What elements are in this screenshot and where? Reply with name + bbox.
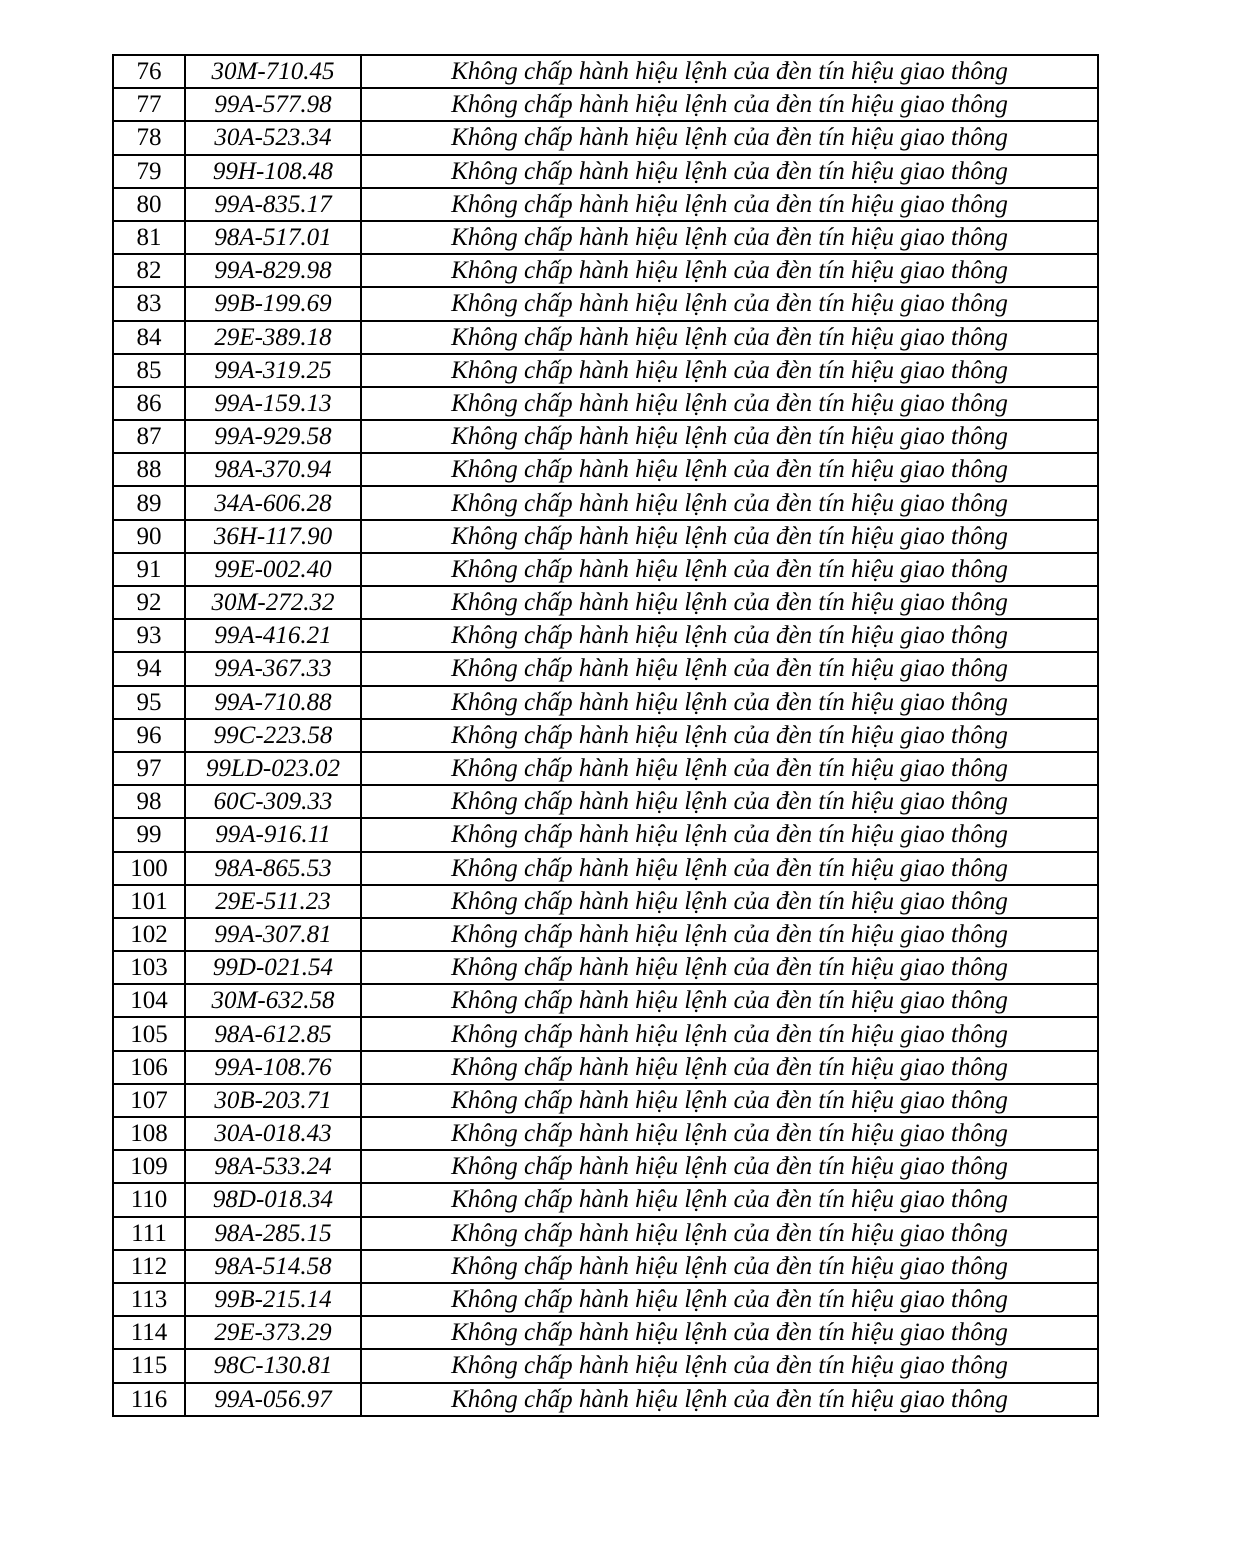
row-number-cell: 86	[113, 387, 185, 420]
table-row	[113, 221, 1098, 254]
table-row	[113, 321, 1098, 354]
violation-description-cell: Không chấp hành hiệu lệnh của đèn tín hiệu giao thông	[361, 785, 1098, 818]
row-number-cell: 112	[113, 1250, 185, 1283]
violation-description-cell: Không chấp hành hiệu lệnh của đèn tín hiệu giao thông	[361, 918, 1098, 951]
row-number-cell: 106	[113, 1051, 185, 1084]
violation-description-cell: Không chấp hành hiệu lệnh của đèn tín hiệu giao thông	[361, 686, 1098, 719]
row-number-cell: 77	[113, 88, 185, 121]
license-plate-cell: 99C-223.58	[185, 719, 361, 752]
license-plate-cell: 99B-199.69	[185, 287, 361, 320]
license-plate-cell: 36H-117.90	[185, 520, 361, 553]
license-plate-cell: 99A-307.81	[185, 918, 361, 951]
violation-description-cell: Không chấp hành hiệu lệnh của đèn tín hiệu giao thông	[361, 1383, 1098, 1416]
license-plate-cell: 99A-929.58	[185, 420, 361, 453]
table-row	[113, 1051, 1098, 1084]
license-plate-cell: 99A-159.13	[185, 387, 361, 420]
table-row	[113, 984, 1098, 1017]
row-number-cell: 81	[113, 221, 185, 254]
row-number-cell: 82	[113, 254, 185, 287]
violation-description-cell: Không chấp hành hiệu lệnh của đèn tín hiệu giao thông	[361, 453, 1098, 486]
row-number-cell: 90	[113, 520, 185, 553]
table-row	[113, 254, 1098, 287]
row-number-cell: 100	[113, 852, 185, 885]
table-row	[113, 486, 1098, 519]
violation-description-cell: Không chấp hành hiệu lệnh của đèn tín hiệu giao thông	[361, 553, 1098, 586]
row-number-cell: 79	[113, 155, 185, 188]
row-number-cell: 103	[113, 951, 185, 984]
license-plate-cell: 60C-309.33	[185, 785, 361, 818]
violation-description-cell: Không chấp hành hiệu lệnh của đèn tín hiệu giao thông	[361, 354, 1098, 387]
license-plate-cell: 99A-577.98	[185, 88, 361, 121]
license-plate-cell: 30M-710.45	[185, 55, 361, 88]
row-number-cell: 110	[113, 1183, 185, 1216]
table-row	[113, 619, 1098, 652]
license-plate-cell: 98A-533.24	[185, 1150, 361, 1183]
row-number-cell: 108	[113, 1117, 185, 1150]
row-number-cell: 89	[113, 486, 185, 519]
violation-description-cell: Không chấp hành hiệu lệnh của đèn tín hiệu giao thông	[361, 1150, 1098, 1183]
row-number-cell: 83	[113, 287, 185, 320]
row-number-cell: 85	[113, 354, 185, 387]
violation-description-cell: Không chấp hành hiệu lệnh của đèn tín hiệu giao thông	[361, 1017, 1098, 1050]
violation-description-cell: Không chấp hành hiệu lệnh của đèn tín hiệu giao thông	[361, 188, 1098, 221]
table-body	[113, 55, 1098, 1416]
violation-description-cell: Không chấp hành hiệu lệnh của đèn tín hiệu giao thông	[361, 818, 1098, 851]
license-plate-cell: 99A-835.17	[185, 188, 361, 221]
violation-description-cell: Không chấp hành hiệu lệnh của đèn tín hiệu giao thông	[361, 1283, 1098, 1316]
license-plate-cell: 98A-370.94	[185, 453, 361, 486]
license-plate-cell: 29E-511.23	[185, 885, 361, 918]
violation-description-cell: Không chấp hành hiệu lệnh của đèn tín hiệu giao thông	[361, 387, 1098, 420]
violation-description-cell: Không chấp hành hiệu lệnh của đèn tín hiệu giao thông	[361, 486, 1098, 519]
table-row	[113, 818, 1098, 851]
violation-description-cell: Không chấp hành hiệu lệnh của đèn tín hiệu giao thông	[361, 719, 1098, 752]
row-number-cell: 97	[113, 752, 185, 785]
table-row	[113, 121, 1098, 154]
row-number-cell: 115	[113, 1349, 185, 1382]
license-plate-cell: 30M-632.58	[185, 984, 361, 1017]
violation-description-cell: Không chấp hành hiệu lệnh của đèn tín hiệu giao thông	[361, 1217, 1098, 1250]
row-number-cell: 105	[113, 1017, 185, 1050]
table-row	[113, 852, 1098, 885]
table-row	[113, 155, 1098, 188]
license-plate-cell: 99D-021.54	[185, 951, 361, 984]
table-row	[113, 354, 1098, 387]
row-number-cell: 80	[113, 188, 185, 221]
table-row	[113, 719, 1098, 752]
license-plate-cell: 30B-203.71	[185, 1084, 361, 1117]
violation-description-cell: Không chấp hành hiệu lệnh của đèn tín hiệu giao thông	[361, 1084, 1098, 1117]
table-row	[113, 1117, 1098, 1150]
row-number-cell: 104	[113, 984, 185, 1017]
table-row	[113, 652, 1098, 685]
table-row	[113, 951, 1098, 984]
license-plate-cell: 29E-373.29	[185, 1316, 361, 1349]
license-plate-cell: 99A-056.97	[185, 1383, 361, 1416]
row-number-cell: 94	[113, 652, 185, 685]
license-plate-cell: 30M-272.32	[185, 586, 361, 619]
table-row	[113, 1150, 1098, 1183]
license-plate-cell: 99A-916.11	[185, 818, 361, 851]
violation-description-cell: Không chấp hành hiệu lệnh của đèn tín hiệu giao thông	[361, 1250, 1098, 1283]
violation-description-cell: Không chấp hành hiệu lệnh của đèn tín hiệu giao thông	[361, 1349, 1098, 1382]
row-number-cell: 114	[113, 1316, 185, 1349]
violation-description-cell: Không chấp hành hiệu lệnh của đèn tín hiệu giao thông	[361, 852, 1098, 885]
violation-description-cell: Không chấp hành hiệu lệnh của đèn tín hiệu giao thông	[361, 1051, 1098, 1084]
table-row	[113, 453, 1098, 486]
license-plate-cell: 99LD-023.02	[185, 752, 361, 785]
license-plate-cell: 99H-108.48	[185, 155, 361, 188]
row-number-cell: 111	[113, 1217, 185, 1250]
license-plate-cell: 99E-002.40	[185, 553, 361, 586]
license-plate-cell: 98A-517.01	[185, 221, 361, 254]
table-row	[113, 188, 1098, 221]
row-number-cell: 101	[113, 885, 185, 918]
row-number-cell: 113	[113, 1283, 185, 1316]
row-number-cell: 88	[113, 453, 185, 486]
table-row	[113, 1250, 1098, 1283]
table-row	[113, 785, 1098, 818]
row-number-cell: 91	[113, 553, 185, 586]
violation-description-cell: Không chấp hành hiệu lệnh của đèn tín hiệu giao thông	[361, 984, 1098, 1017]
violations-table	[112, 54, 1099, 1417]
violation-description-cell: Không chấp hành hiệu lệnh của đèn tín hiệu giao thông	[361, 121, 1098, 154]
table-row	[113, 1217, 1098, 1250]
violation-description-cell: Không chấp hành hiệu lệnh của đèn tín hiệu giao thông	[361, 951, 1098, 984]
table-row	[113, 586, 1098, 619]
violation-description-cell: Không chấp hành hiệu lệnh của đèn tín hiệu giao thông	[361, 221, 1098, 254]
row-number-cell: 92	[113, 586, 185, 619]
table-row	[113, 1283, 1098, 1316]
table-row	[113, 1383, 1098, 1416]
license-plate-cell: 98A-285.15	[185, 1217, 361, 1250]
table-row	[113, 686, 1098, 719]
row-number-cell: 78	[113, 121, 185, 154]
table-row	[113, 387, 1098, 420]
license-plate-cell: 99B-215.14	[185, 1283, 361, 1316]
violation-description-cell: Không chấp hành hiệu lệnh của đèn tín hiệu giao thông	[361, 1183, 1098, 1216]
table-row	[113, 1316, 1098, 1349]
table-row	[113, 1349, 1098, 1382]
table-row	[113, 420, 1098, 453]
license-plate-cell: 99A-367.33	[185, 652, 361, 685]
license-plate-cell: 99A-829.98	[185, 254, 361, 287]
row-number-cell: 84	[113, 321, 185, 354]
row-number-cell: 98	[113, 785, 185, 818]
license-plate-cell: 29E-389.18	[185, 321, 361, 354]
license-plate-cell: 98A-514.58	[185, 1250, 361, 1283]
violation-description-cell: Không chấp hành hiệu lệnh của đèn tín hiệu giao thông	[361, 254, 1098, 287]
license-plate-cell: 99A-108.76	[185, 1051, 361, 1084]
table-row	[113, 918, 1098, 951]
table-row	[113, 752, 1098, 785]
license-plate-cell: 98D-018.34	[185, 1183, 361, 1216]
violation-description-cell: Không chấp hành hiệu lệnh của đèn tín hiệu giao thông	[361, 520, 1098, 553]
row-number-cell: 107	[113, 1084, 185, 1117]
row-number-cell: 102	[113, 918, 185, 951]
row-number-cell: 109	[113, 1150, 185, 1183]
violation-description-cell: Không chấp hành hiệu lệnh của đèn tín hiệu giao thông	[361, 586, 1098, 619]
table-row	[113, 520, 1098, 553]
row-number-cell: 116	[113, 1383, 185, 1416]
violation-description-cell: Không chấp hành hiệu lệnh của đèn tín hiệu giao thông	[361, 752, 1098, 785]
table-row	[113, 88, 1098, 121]
table-row	[113, 1017, 1098, 1050]
license-plate-cell: 99A-319.25	[185, 354, 361, 387]
violation-description-cell: Không chấp hành hiệu lệnh của đèn tín hiệu giao thông	[361, 1117, 1098, 1150]
row-number-cell: 95	[113, 686, 185, 719]
table-row	[113, 553, 1098, 586]
license-plate-cell: 30A-018.43	[185, 1117, 361, 1150]
table-row	[113, 885, 1098, 918]
table-row	[113, 1183, 1098, 1216]
license-plate-cell: 99A-710.88	[185, 686, 361, 719]
violation-description-cell: Không chấp hành hiệu lệnh của đèn tín hiệu giao thông	[361, 885, 1098, 918]
license-plate-cell: 30A-523.34	[185, 121, 361, 154]
row-number-cell: 96	[113, 719, 185, 752]
violation-description-cell: Không chấp hành hiệu lệnh của đèn tín hiệu giao thông	[361, 55, 1098, 88]
license-plate-cell: 98A-865.53	[185, 852, 361, 885]
row-number-cell: 76	[113, 55, 185, 88]
violation-description-cell: Không chấp hành hiệu lệnh của đèn tín hiệu giao thông	[361, 155, 1098, 188]
row-number-cell: 93	[113, 619, 185, 652]
row-number-cell: 99	[113, 818, 185, 851]
license-plate-cell: 98A-612.85	[185, 1017, 361, 1050]
violation-description-cell: Không chấp hành hiệu lệnh của đèn tín hiệu giao thông	[361, 88, 1098, 121]
table-row	[113, 287, 1098, 320]
violation-description-cell: Không chấp hành hiệu lệnh của đèn tín hiệu giao thông	[361, 652, 1098, 685]
license-plate-cell: 98C-130.81	[185, 1349, 361, 1382]
violation-description-cell: Không chấp hành hiệu lệnh của đèn tín hiệu giao thông	[361, 1316, 1098, 1349]
table-row	[113, 1084, 1098, 1117]
violation-description-cell: Không chấp hành hiệu lệnh của đèn tín hiệu giao thông	[361, 619, 1098, 652]
violation-description-cell: Không chấp hành hiệu lệnh của đèn tín hiệu giao thông	[361, 321, 1098, 354]
violation-description-cell: Không chấp hành hiệu lệnh của đèn tín hiệu giao thông	[361, 420, 1098, 453]
row-number-cell: 87	[113, 420, 185, 453]
violation-description-cell: Không chấp hành hiệu lệnh của đèn tín hiệu giao thông	[361, 287, 1098, 320]
table-row	[113, 55, 1098, 88]
license-plate-cell: 34A-606.28	[185, 486, 361, 519]
license-plate-cell: 99A-416.21	[185, 619, 361, 652]
